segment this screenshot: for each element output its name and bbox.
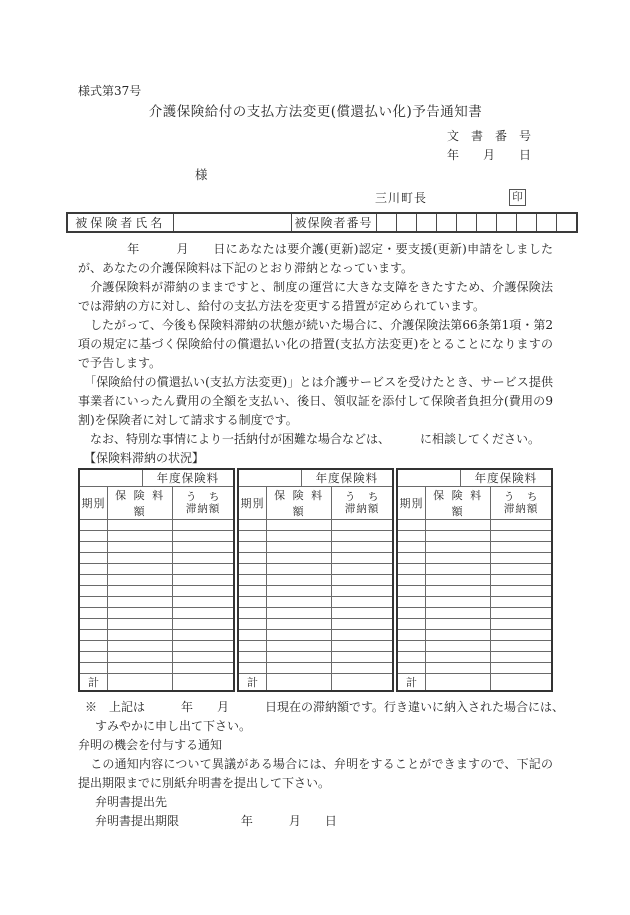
arrears-empty-cell bbox=[491, 531, 552, 542]
total-arrears-cell bbox=[332, 674, 393, 692]
premium-empty-cell bbox=[108, 597, 173, 608]
period-empty-cell bbox=[238, 608, 267, 619]
column-header-premium-amount: 保 険 料 額 bbox=[267, 487, 332, 520]
premium-empty-cell bbox=[267, 586, 332, 597]
insured-header-row bbox=[67, 213, 577, 232]
period-empty-cell bbox=[397, 608, 426, 619]
arrears-empty-cell bbox=[173, 520, 234, 531]
arrears-header-line1: う ち bbox=[344, 491, 380, 503]
deadline-date-blank: 年 月 日 bbox=[240, 814, 337, 828]
period-empty-cell bbox=[397, 630, 426, 641]
arrears-empty-cell bbox=[332, 531, 393, 542]
period-empty-cell bbox=[79, 520, 108, 531]
arrears-empty-cell bbox=[491, 553, 552, 564]
premium-empty-cell bbox=[426, 608, 491, 619]
premium-empty-cell bbox=[108, 641, 173, 652]
period-empty-cell bbox=[79, 663, 108, 674]
period-empty-cell bbox=[397, 641, 426, 652]
doc-date-line: 年 月 日 bbox=[446, 148, 531, 162]
asterisk-note-line1: ※ 上記は 年 月 日現在の滞納額です。行き違いに納入された場合には、 bbox=[85, 700, 565, 714]
total-label-cell: 計 bbox=[238, 674, 267, 692]
arrears-empty-cell bbox=[491, 663, 552, 674]
official-seal-stamp: 印 bbox=[509, 189, 526, 206]
premium-empty-cell bbox=[267, 553, 332, 564]
arrears-empty-cell bbox=[332, 608, 393, 619]
arrears-empty-cell bbox=[332, 641, 393, 652]
premium-empty-cell bbox=[426, 586, 491, 597]
premium-empty-cell bbox=[426, 520, 491, 531]
arrears-header-line2: 滞納額 bbox=[185, 503, 221, 515]
hearing-notice-body: この通知内容について異議がある場合には、弁明をすることができますので、下記の提出期限までに別紙弁明書を提出して下さい。 bbox=[78, 757, 553, 790]
period-empty-cell bbox=[397, 597, 426, 608]
arrears-header-line1: う ち bbox=[185, 491, 221, 503]
period-empty-cell bbox=[79, 586, 108, 597]
period-empty-cell bbox=[238, 619, 267, 630]
premium-empty-cell bbox=[108, 652, 173, 663]
period-empty-cell bbox=[397, 619, 426, 630]
doc-number-line: 文 書 番 号 bbox=[446, 129, 531, 143]
premium-empty-cell bbox=[267, 652, 332, 663]
period-empty-cell bbox=[238, 630, 267, 641]
arrears-empty-cell bbox=[173, 652, 234, 663]
paragraph-arrears-consequence: 介護保険料が滞納のままですと、制度の運営に大きな支障をきたすため、介護保険法では滞納の方に対し、給付の支払方法を変更する措置が定められています。 bbox=[78, 280, 553, 313]
period-empty-cell bbox=[79, 619, 108, 630]
period-empty-cell bbox=[238, 586, 267, 597]
premium-empty-cell bbox=[108, 531, 173, 542]
column-header-arrears-amount bbox=[173, 487, 234, 520]
insured-number-digit-cell bbox=[376, 213, 396, 232]
insured-number-digit-cell bbox=[556, 213, 577, 232]
total-label-cell: 計 bbox=[397, 674, 426, 692]
year-header-cell: 年度保険料 bbox=[142, 469, 234, 487]
premium-empty-cell bbox=[426, 641, 491, 652]
premium-empty-cell bbox=[108, 630, 173, 641]
paragraph-application-notice: 年 月 日にあなたは要介護(更新)認定・要支援(更新)申請をしましたが、あなたの介護保険料は下記のとおり滞納となっています。 bbox=[78, 242, 553, 275]
arrears-empty-cell bbox=[491, 652, 552, 663]
period-empty-cell bbox=[238, 564, 267, 575]
premium-empty-cell bbox=[267, 564, 332, 575]
premium-empty-cell bbox=[267, 630, 332, 641]
premium-empty-cell bbox=[108, 608, 173, 619]
insured-name-value-cell bbox=[173, 213, 291, 232]
addressee-honorific: 様 bbox=[195, 167, 208, 182]
period-empty-cell bbox=[79, 531, 108, 542]
arrears-empty-cell bbox=[332, 520, 393, 531]
arrears-empty-cell bbox=[332, 564, 393, 575]
period-empty-cell bbox=[79, 641, 108, 652]
premium-empty-cell bbox=[267, 641, 332, 652]
insured-number-digit-cell bbox=[476, 213, 496, 232]
arrears-empty-cell bbox=[173, 553, 234, 564]
period-empty-cell bbox=[79, 608, 108, 619]
insured-number-label: 被保険者番号 bbox=[291, 213, 376, 232]
arrears-empty-cell bbox=[173, 630, 234, 641]
arrears-empty-cell bbox=[173, 531, 234, 542]
period-empty-cell bbox=[397, 652, 426, 663]
period-empty-cell bbox=[238, 641, 267, 652]
period-empty-cell bbox=[79, 652, 108, 663]
paragraph-reimbursement-explanation: 「保険給付の償還払い(支払方法変更)」とは介護サービスを受けたとき、サービス提供事業者にいったん費用の全額を支払い、後日、領収証を添付して保険者負担分(費用の9割)を保険者に対して請求する制度です。 bbox=[78, 375, 553, 427]
period-empty-cell bbox=[79, 630, 108, 641]
asterisk-note bbox=[85, 698, 565, 736]
total-arrears-cell bbox=[173, 674, 234, 692]
premium-empty-cell bbox=[108, 575, 173, 586]
asterisk-note-line2: すみやかに申し出て下さい。 bbox=[95, 719, 252, 733]
column-header-arrears-amount bbox=[332, 487, 393, 520]
year-blank-cell bbox=[79, 469, 142, 487]
total-premium-cell bbox=[426, 674, 491, 692]
arrears-empty-cell bbox=[173, 564, 234, 575]
year-header-cell: 年度保険料 bbox=[301, 469, 393, 487]
period-empty-cell bbox=[238, 597, 267, 608]
insured-header-table bbox=[66, 212, 578, 233]
arrears-empty-cell bbox=[173, 619, 234, 630]
column-header-period: 期別 bbox=[79, 487, 108, 520]
period-empty-cell bbox=[238, 553, 267, 564]
column-header-period: 期別 bbox=[238, 487, 267, 520]
period-empty-cell bbox=[397, 520, 426, 531]
arrears-empty-cell bbox=[173, 597, 234, 608]
arrears-header-line2: 滞納額 bbox=[503, 503, 539, 515]
arrears-empty-cell bbox=[491, 597, 552, 608]
body-text bbox=[78, 240, 553, 449]
period-empty-cell bbox=[238, 663, 267, 674]
insured-name-label: 被保険者氏名 bbox=[67, 213, 173, 232]
period-empty-cell bbox=[397, 575, 426, 586]
premium-empty-cell bbox=[267, 608, 332, 619]
deadline-label: 弁明書提出期限 bbox=[95, 814, 180, 828]
period-empty-cell bbox=[238, 520, 267, 531]
premium-empty-cell bbox=[426, 531, 491, 542]
arrears-header-line2: 滞納額 bbox=[344, 503, 380, 515]
premium-empty-cell bbox=[108, 520, 173, 531]
premium-empty-cell bbox=[267, 542, 332, 553]
column-header-premium-amount: 保 険 料 額 bbox=[426, 487, 491, 520]
premium-empty-cell bbox=[108, 564, 173, 575]
total-premium-cell bbox=[267, 674, 332, 692]
column-header-arrears-amount bbox=[491, 487, 552, 520]
statement-submission-deadline bbox=[78, 812, 553, 831]
total-arrears-cell bbox=[491, 674, 552, 692]
insured-number-digit-cell bbox=[496, 213, 516, 232]
insured-number-digit-cell bbox=[536, 213, 556, 232]
period-empty-cell bbox=[238, 652, 267, 663]
arrears-empty-cell bbox=[332, 597, 393, 608]
arrears-header-line1: う ち bbox=[503, 491, 539, 503]
arrears-empty-cell bbox=[332, 553, 393, 564]
premium-empty-cell bbox=[426, 597, 491, 608]
year-header-cell: 年度保険料 bbox=[460, 469, 552, 487]
arrears-empty-cell bbox=[332, 542, 393, 553]
period-empty-cell bbox=[397, 564, 426, 575]
arrears-empty-cell bbox=[332, 586, 393, 597]
insured-number-digit-cell bbox=[456, 213, 476, 232]
premium-empty-cell bbox=[267, 575, 332, 586]
arrears-empty-cell bbox=[491, 586, 552, 597]
insured-number-digit-cell bbox=[516, 213, 536, 232]
form-number: 様式第37号 bbox=[78, 84, 142, 98]
year-blank-cell bbox=[397, 469, 460, 487]
year-blank-cell bbox=[238, 469, 301, 487]
arrears-empty-cell bbox=[173, 641, 234, 652]
period-empty-cell bbox=[79, 597, 108, 608]
premium-empty-cell bbox=[267, 531, 332, 542]
arrears-empty-cell bbox=[491, 520, 552, 531]
premium-empty-cell bbox=[426, 663, 491, 674]
period-empty-cell bbox=[79, 542, 108, 553]
insured-number-digit-cell bbox=[436, 213, 456, 232]
premium-empty-cell bbox=[426, 542, 491, 553]
column-header-period: 期別 bbox=[397, 487, 426, 520]
addressee-line bbox=[78, 166, 553, 184]
premium-empty-cell bbox=[108, 553, 173, 564]
total-label-cell: 計 bbox=[79, 674, 108, 692]
arrears-section-heading: 【保険料滞納の状況】 bbox=[84, 451, 205, 465]
arrears-empty-cell bbox=[332, 619, 393, 630]
premium-empty-cell bbox=[426, 630, 491, 641]
premium-empty-cell bbox=[267, 597, 332, 608]
period-empty-cell bbox=[238, 575, 267, 586]
arrears-empty-cell bbox=[491, 619, 552, 630]
period-empty-cell bbox=[79, 575, 108, 586]
insured-number-digit-cell bbox=[416, 213, 436, 232]
doc-meta-block bbox=[78, 127, 553, 165]
premium-empty-cell bbox=[426, 619, 491, 630]
arrears-empty-cell bbox=[332, 652, 393, 663]
sender-name: 三川町長 bbox=[375, 191, 428, 205]
arrears-empty-cell bbox=[173, 586, 234, 597]
premium-empty-cell bbox=[108, 586, 173, 597]
hearing-notice-title: 弁明の機会を付与する通知 bbox=[78, 738, 223, 752]
period-empty-cell bbox=[238, 542, 267, 553]
period-empty-cell bbox=[79, 553, 108, 564]
arrears-empty-cell bbox=[173, 542, 234, 553]
premium-empty-cell bbox=[426, 553, 491, 564]
period-empty-cell bbox=[397, 553, 426, 564]
premium-empty-cell bbox=[108, 542, 173, 553]
arrears-empty-cell bbox=[173, 575, 234, 586]
total-premium-cell bbox=[108, 674, 173, 692]
premium-empty-cell bbox=[108, 619, 173, 630]
statement-submission-destination: 弁明書提出先 bbox=[95, 795, 168, 809]
arrears-empty-cell bbox=[173, 608, 234, 619]
arrears-empty-cell bbox=[173, 663, 234, 674]
insured-number-digit-cell bbox=[396, 213, 416, 232]
period-empty-cell bbox=[397, 531, 426, 542]
column-header-premium-amount: 保 険 料 額 bbox=[108, 487, 173, 520]
arrears-empty-cell bbox=[491, 608, 552, 619]
arrears-year-group-table bbox=[396, 468, 553, 692]
sender-line bbox=[78, 189, 553, 207]
paragraph-consultation: なお、特別な事情により一括納付が困難な場合などは、 に相談してください。 bbox=[78, 432, 541, 446]
arrears-empty-cell bbox=[491, 575, 552, 586]
arrears-empty-cell bbox=[332, 663, 393, 674]
arrears-empty-cell bbox=[332, 575, 393, 586]
premium-empty-cell bbox=[267, 619, 332, 630]
arrears-empty-cell bbox=[491, 564, 552, 575]
premium-empty-cell bbox=[426, 652, 491, 663]
premium-empty-cell bbox=[267, 520, 332, 531]
arrears-year-group-table bbox=[237, 468, 394, 692]
period-empty-cell bbox=[79, 564, 108, 575]
period-empty-cell bbox=[397, 542, 426, 553]
premium-empty-cell bbox=[267, 663, 332, 674]
period-empty-cell bbox=[238, 531, 267, 542]
arrears-empty-cell bbox=[491, 630, 552, 641]
period-empty-cell bbox=[397, 663, 426, 674]
premium-empty-cell bbox=[108, 663, 173, 674]
premium-empty-cell bbox=[426, 564, 491, 575]
arrears-year-group-table bbox=[78, 468, 235, 692]
paragraph-legal-basis: したがって、今後も保険料滞納の状態が続いた場合に、介護保険法第66条第1項・第2項の規定に基づく保険給付の償還払い化の措置(支払方法変更)をとることになりますので予告します。 bbox=[78, 318, 553, 370]
arrears-empty-cell bbox=[491, 542, 552, 553]
arrears-status-table bbox=[78, 468, 553, 692]
page-title: 介護保険給付の支払方法変更(償還払い化)予告通知書 bbox=[148, 104, 483, 120]
arrears-empty-cell bbox=[491, 641, 552, 652]
period-empty-cell bbox=[397, 586, 426, 597]
arrears-empty-cell bbox=[332, 630, 393, 641]
premium-empty-cell bbox=[426, 575, 491, 586]
